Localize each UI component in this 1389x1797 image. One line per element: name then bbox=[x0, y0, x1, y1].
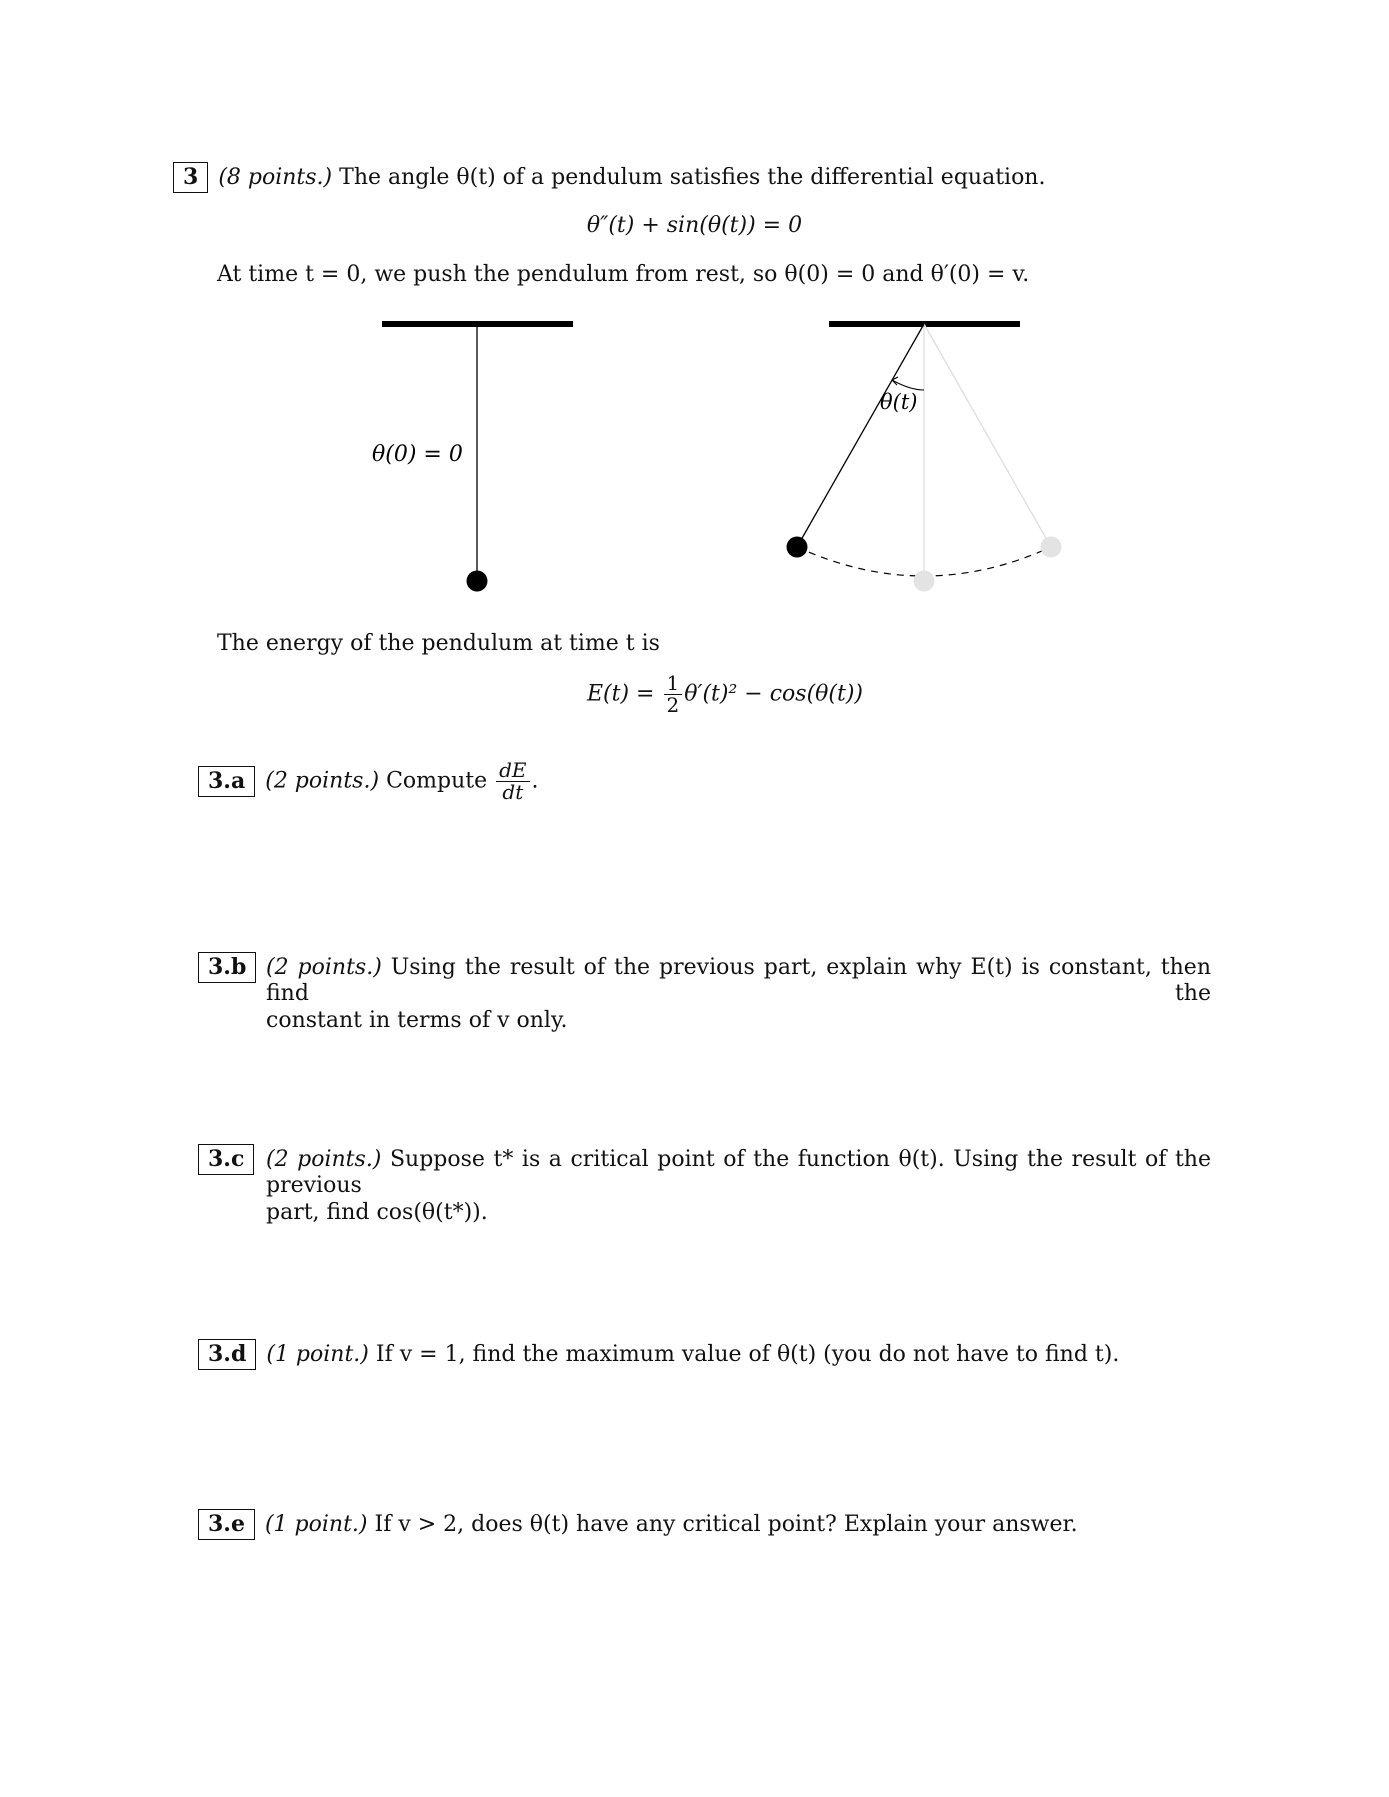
energy-lhs: E(t) = bbox=[587, 681, 662, 707]
part-3a bbox=[198, 760, 539, 803]
part-3a-label: 3.a bbox=[198, 766, 255, 797]
part-3b-points: (2 points.) bbox=[266, 955, 382, 980]
part-3e bbox=[198, 1509, 1078, 1540]
left-pendulum-bob bbox=[467, 571, 488, 592]
part-3c-label: 3.c bbox=[198, 1144, 254, 1175]
part-3b-label-row bbox=[198, 952, 266, 983]
part-3e-points: (1 point.) bbox=[264, 1512, 368, 1537]
part-3d bbox=[198, 1339, 1119, 1370]
energy-equation bbox=[587, 673, 863, 716]
part-3d-points: (1 point.) bbox=[266, 1342, 369, 1367]
right-angle-label: θ(t) bbox=[880, 390, 918, 414]
energy-fraction bbox=[664, 673, 683, 716]
part-3b-line1: Using the result of the previous part, explain why E(t) is constant, then find the bbox=[266, 955, 1211, 1007]
energy-intro: The energy of the pendulum at time t is bbox=[217, 631, 660, 656]
left-angle-label: θ(0) = 0 bbox=[372, 442, 463, 467]
ghost-rod-right bbox=[924, 324, 1051, 547]
part-3c-points: (2 points.) bbox=[266, 1147, 382, 1172]
part-3b-line2: constant in terms of v only. bbox=[266, 1007, 568, 1033]
problem-header bbox=[173, 162, 1045, 193]
part-3a-end: . bbox=[531, 768, 539, 794]
initial-conditions: At time t = 0, we push the pendulum from rest, so θ(0) = 0 and θ′(0) = v. bbox=[217, 262, 1030, 287]
part-3c-label-row bbox=[198, 1144, 264, 1175]
differential-equation bbox=[0, 213, 1389, 238]
energy-rhs: θ′(t)² − cos(θ(t)) bbox=[684, 681, 863, 707]
part-3c-body bbox=[266, 1147, 1211, 1226]
right-pendulum-bob bbox=[787, 537, 808, 558]
problem-intro: The angle θ(t) of a pendulum satisfies the differential equation. bbox=[339, 165, 1046, 190]
part-3c-line1: Suppose t* is a critical point of the function θ(t). Using the result of the previous bbox=[266, 1147, 1211, 1199]
part-3a-points: (2 points.) bbox=[265, 768, 380, 794]
part-3d-label: 3.d bbox=[198, 1339, 256, 1370]
part-3b-label: 3.b bbox=[198, 952, 256, 983]
part-3b-body bbox=[266, 955, 1211, 1034]
pendulum-figure bbox=[0, 300, 1389, 640]
equation-text: θ″(t) + sin(θ(t)) = 0 bbox=[586, 213, 803, 238]
problem-number-box: 3 bbox=[173, 162, 208, 193]
part-3d-text: If v = 1, find the maximum value of θ(t) (you do not have to find t). bbox=[375, 1342, 1120, 1367]
part-3e-label: 3.e bbox=[198, 1509, 255, 1540]
derivative-fraction bbox=[496, 760, 529, 803]
part-3c-line2: part, find cos(θ(t*)). bbox=[266, 1199, 488, 1225]
energy-frac-den: 2 bbox=[666, 693, 680, 717]
energy-frac-num: 1 bbox=[664, 673, 683, 695]
part-3e-text: If v > 2, does θ(t) have any critical point? Explain your answer. bbox=[374, 1512, 1078, 1537]
dE-numerator: dE bbox=[496, 760, 529, 782]
dt-denominator: dt bbox=[502, 780, 524, 804]
part-3a-text: Compute bbox=[386, 768, 488, 794]
ghost-bob-bottom bbox=[914, 571, 935, 592]
ghost-bob-right bbox=[1041, 537, 1062, 558]
problem-points: (8 points.) bbox=[218, 165, 333, 190]
right-pendulum-rod bbox=[797, 324, 924, 547]
